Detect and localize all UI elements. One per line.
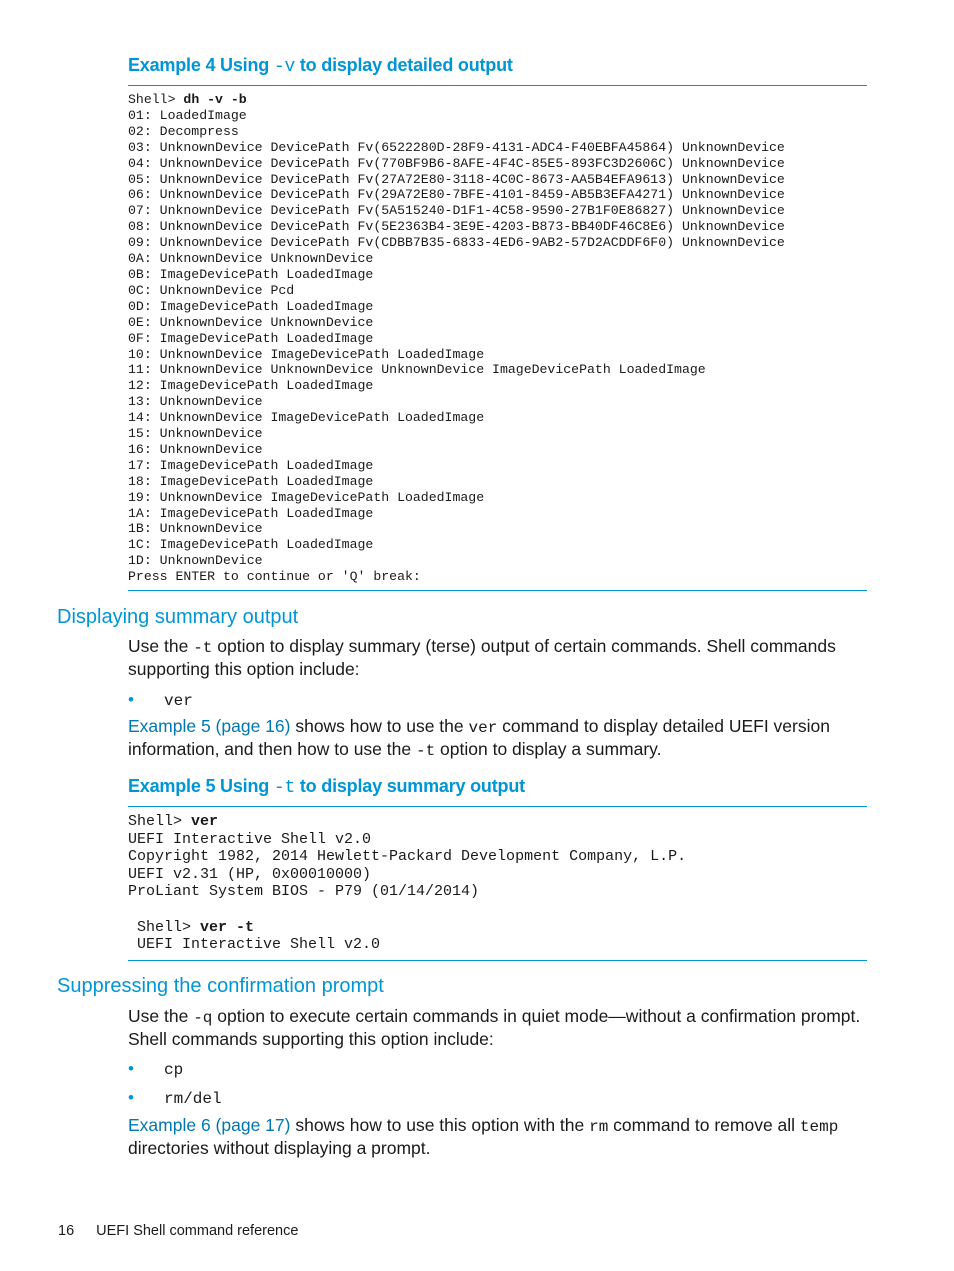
example-5-code-block <box>128 813 686 954</box>
example-5-top-rule <box>128 806 867 807</box>
code-line: 17: ImageDevicePath LoadedImage <box>128 457 374 473</box>
code-line: 16: UnknownDevice <box>128 441 263 457</box>
code-line: 14: UnknownDevice ImageDevicePath LoadedImage <box>128 410 485 426</box>
code-line: 09: UnknownDevice DevicePath Fv(CDBB7B35-6833-4ED6-9AB2-57D2ACDDF6F0) UnknownDevice <box>128 235 785 251</box>
code-line: 12: ImageDevicePath LoadedImage <box>128 378 374 394</box>
code-line: 1A: ImageDevicePath LoadedImage <box>128 505 374 521</box>
code-line: 05: UnknownDevice DevicePath Fv(27A72E80-3118-4C0C-8673-AA5B4EFA9613) UnknownDevice <box>128 171 785 187</box>
section-heading-confirmation-prompt: Suppressing the confirmation prompt <box>57 975 384 997</box>
code-line: Shell> ver -t <box>128 918 255 936</box>
code-line: 11: UnknownDevice UnknownDevice UnknownDevice ImageDevicePath LoadedImage <box>128 362 706 378</box>
example-4-title: Example 4 Using -v to display detailed output <box>128 55 513 77</box>
code-line: 0A: UnknownDevice UnknownDevice <box>128 251 374 267</box>
bullet-dot-icon: • <box>128 1059 134 1078</box>
code-line: 07: UnknownDevice DevicePath Fv(5A515240-D1F1-4C58-9590-27B1F0E86827) UnknownDevice <box>128 203 785 219</box>
example-5-bottom-rule <box>128 960 867 961</box>
footer-title: UEFI Shell command reference <box>96 1223 299 1239</box>
bullet-dot-icon: • <box>128 690 134 709</box>
code-line: 0F: ImageDevicePath LoadedImage <box>128 330 374 346</box>
code-line: UEFI v2.31 (HP, 0x00010000) <box>128 865 372 883</box>
bullet-item-rm-del: • rm/del <box>128 1088 222 1108</box>
bullet-item-ver: • ver <box>128 690 193 710</box>
code-line: 0E: UnknownDevice UnknownDevice <box>128 314 374 330</box>
code-line: UEFI Interactive Shell v2.0 <box>128 936 381 954</box>
code-line: 08: UnknownDevice DevicePath Fv(5E2363B4-3E9E-4203-B873-BB40DF46C8E6) UnknownDevice <box>128 219 785 235</box>
code-line: 19: UnknownDevice ImageDevicePath LoadedImage <box>128 489 485 505</box>
example-6-link[interactable]: Example 6 (page 17) <box>128 1115 291 1135</box>
example-4-bottom-rule <box>128 590 867 591</box>
summary-intro-paragraph: Use the -t option to display summary (terse) output of certain commands. Shell commands supporting this option include: <box>128 636 836 679</box>
code-line: Copyright 1982, 2014 Hewlett-Packard Development Company, L.P. <box>128 848 687 866</box>
summary-example-paragraph: Example 5 (page 16) shows how to use the ver command to display detailed UEFI version information, and then how to use the -t option to display a summary. <box>128 716 830 760</box>
code-line: Press ENTER to continue or 'Q' break: <box>128 569 421 585</box>
example-4-output <box>128 108 785 584</box>
code-line: 18: ImageDevicePath LoadedImage <box>128 473 374 489</box>
confirm-intro-paragraph: Use the -q option to execute certain commands in quiet mode—without a confirmation prompt. Shell commands supporting this option include: <box>128 1006 861 1049</box>
page-footer <box>58 1223 298 1239</box>
code-line: UEFI Interactive Shell v2.0 <box>128 830 372 848</box>
code-line: 02: Decompress <box>128 123 239 139</box>
code-line: Shell> dh -v -b <box>128 92 247 107</box>
example-5-link[interactable]: Example 5 (page 16) <box>128 716 291 736</box>
section-heading-summary-output: Displaying summary output <box>57 606 299 628</box>
code-line: 06: UnknownDevice DevicePath Fv(29A72E80-7BFE-4101-8459-AB5B3EFA4271) UnknownDevice <box>128 187 785 203</box>
code-line: 0C: UnknownDevice Pcd <box>128 282 295 298</box>
code-line: 13: UnknownDevice <box>128 394 263 410</box>
confirm-example-paragraph: Example 6 (page 17) shows how to use this option with the rm command to remove all temp directories without displaying a prompt. <box>128 1115 839 1158</box>
code-line: 1C: ImageDevicePath LoadedImage <box>128 537 374 553</box>
example-4-code-block <box>128 92 785 585</box>
code-line: 10: UnknownDevice ImageDevicePath LoadedImage <box>128 346 485 362</box>
bullet-dot-icon: • <box>128 1088 134 1107</box>
code-line: 0B: ImageDevicePath LoadedImage <box>128 266 374 282</box>
code-line: 04: UnknownDevice DevicePath Fv(770BF9B6-8AFE-4F4C-85E5-893FC3D2606C) UnknownDevice <box>128 155 785 171</box>
example-5-output <box>128 831 686 901</box>
code-line: ProLiant System BIOS - P79 (01/14/2014) <box>128 883 480 901</box>
code-line: 15: UnknownDevice <box>128 426 263 442</box>
code-line: 03: UnknownDevice DevicePath Fv(6522280D-28F9-4131-ADC4-F40EBFA45864) UnknownDevice <box>128 139 785 155</box>
code-line: 1B: UnknownDevice <box>128 521 263 537</box>
code-line: 01: LoadedImage <box>128 107 247 123</box>
bullet-item-cp: • cp <box>128 1059 184 1079</box>
code-line: 0D: ImageDevicePath LoadedImage <box>128 298 374 314</box>
code-line: Shell> ver <box>128 813 219 830</box>
example-4-top-rule <box>128 85 867 86</box>
code-line: 1D: UnknownDevice <box>128 553 263 569</box>
page-number: 16 <box>58 1223 75 1239</box>
example-5-title: Example 5 Using -t to display summary output <box>128 776 525 798</box>
